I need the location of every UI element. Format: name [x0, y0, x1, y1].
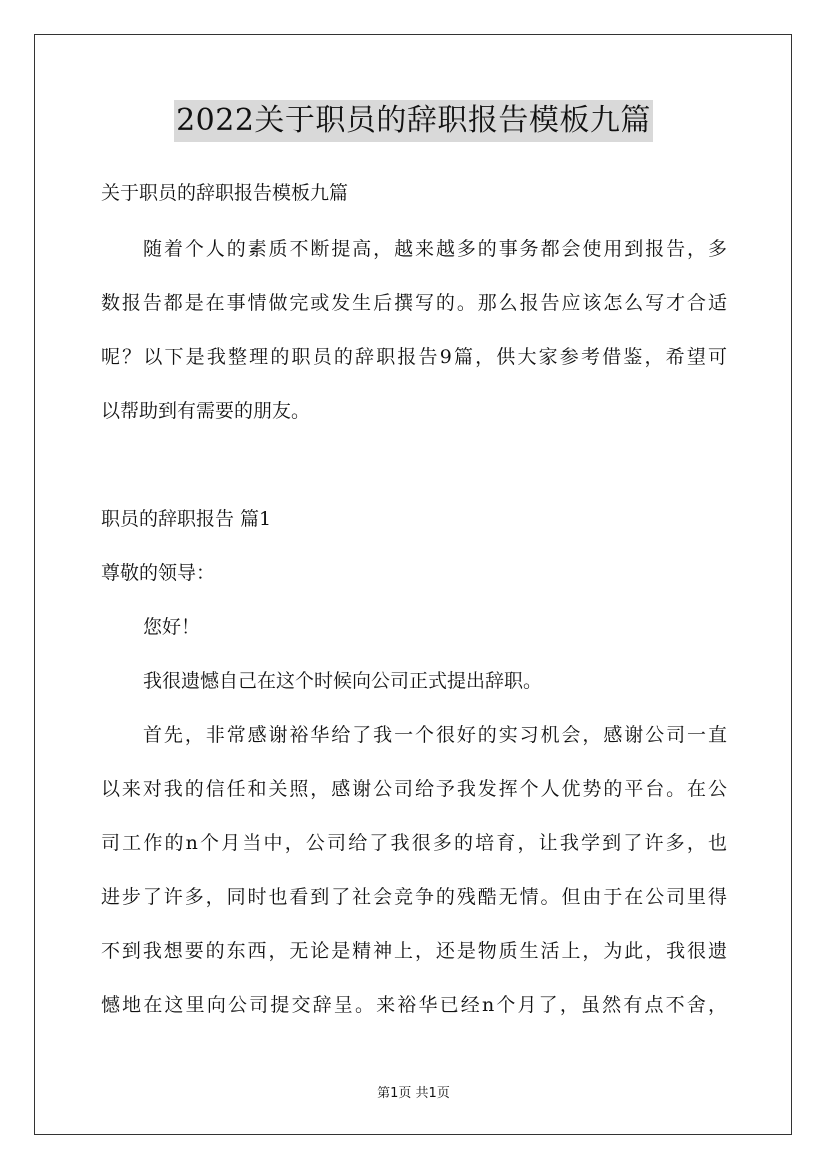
- body-line: 首先，非常感谢裕华给了我一个很好的实习机会，感谢公司一直: [143, 724, 727, 746]
- intro-line: 以帮助到有需要的朋友。: [101, 400, 311, 422]
- body-line: 进步了许多，同时也看到了社会竞争的残酷无情。但由于在公司里得: [101, 886, 727, 908]
- body-line: 司工作的n个月当中，公司给了我很多的培育，让我学到了许多，也: [101, 832, 727, 854]
- body-line: 不到我想要的东西，无论是精神上，还是物质生活上，为此，我很遗: [101, 940, 727, 962]
- intro-line: 随着个人的素质不断提高，越来越多的事务都会使用到报告，多: [143, 238, 727, 260]
- section-heading: 职员的辞职报告 篇1: [101, 508, 272, 530]
- body-line: 以来对我的信任和关照，感谢公司给予我发挥个人优势的平台。在公: [101, 778, 727, 800]
- greeting: 您好！: [143, 616, 201, 638]
- statement: 我很遗憾自己在这个时候向公司正式提出辞职。: [143, 670, 543, 692]
- document-title: 2022关于职员的辞职报告模板九篇: [174, 100, 653, 142]
- intro-line: 呢？以下是我整理的职员的辞职报告9篇，供大家参考借鉴，希望可: [101, 346, 727, 368]
- body-line: 憾地在这里向公司提交辞呈。来裕华已经n个月了，虽然有点不舍，: [101, 994, 727, 1016]
- intro-line: 数报告都是在事情做完或发生后撰写的。那么报告应该怎么写才合适: [101, 292, 727, 314]
- page-footer: 第1页 共1页: [377, 1086, 450, 1101]
- document-subtitle: 关于职员的辞职报告模板九篇: [101, 182, 349, 204]
- salutation: 尊敬的领导：: [101, 562, 216, 584]
- title-container: [0, 100, 827, 142]
